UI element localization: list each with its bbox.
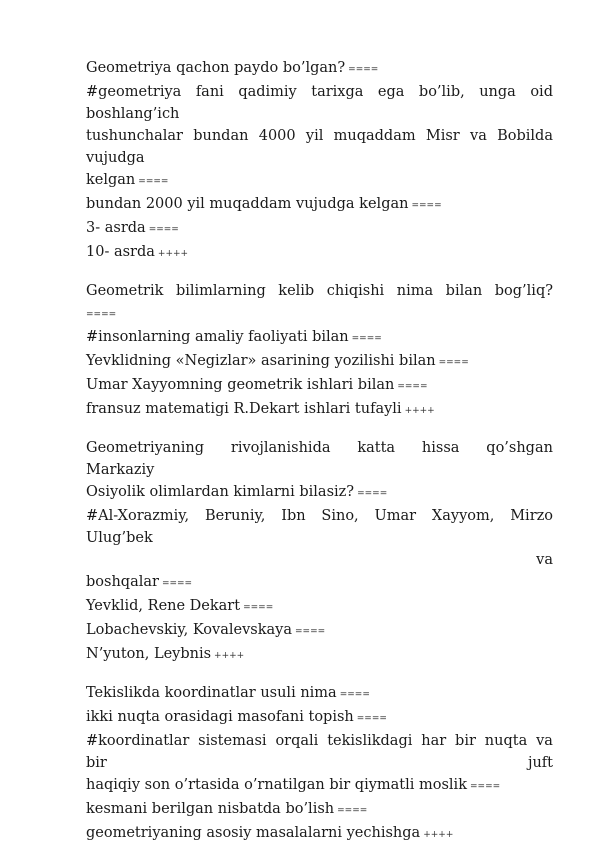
text-line (86, 481, 553, 505)
word: Mirzo (510, 508, 553, 524)
text-line (86, 822, 553, 846)
justified-line (86, 437, 553, 459)
word: bilimlarning (175, 283, 266, 299)
separator-mark: ==== (356, 714, 387, 724)
word: har (421, 733, 447, 749)
separator-mark: ==== (351, 334, 382, 344)
word: va (536, 552, 553, 568)
line-text: Lobachevskiy, Kovalevskaya (86, 622, 292, 638)
line-text: boshqalar (86, 574, 159, 590)
word: Umar (374, 508, 417, 524)
word: tekislikdagi (327, 733, 413, 749)
word: juft (527, 755, 553, 771)
separator-mark: ==== (348, 65, 379, 75)
word: yil (305, 128, 324, 144)
line-text: Osiyolik olimlardan kimlarni bilasiz? (86, 484, 355, 500)
text-line (86, 774, 553, 798)
separator-mark: ==== (86, 310, 117, 320)
text-line (86, 103, 553, 125)
justified-line (86, 505, 553, 527)
separator-mark: ==== (295, 627, 326, 637)
word: bundan (193, 128, 249, 144)
document-page (86, 57, 553, 861)
line-text: Umar Xayyomning geometrik ishlari bilan (86, 377, 395, 393)
text-line (86, 350, 553, 374)
separator-mark: ==== (243, 603, 274, 613)
word: Geometrik (86, 283, 164, 299)
line-text: Markaziy (86, 462, 155, 478)
word: tarixga (311, 84, 364, 100)
justified-line (86, 81, 553, 103)
word: va (536, 733, 553, 749)
line-text: kesmani berilgan nisbatda bo’lish (86, 801, 335, 817)
correct-answer-mark: ++++ (404, 406, 435, 416)
word: bir (86, 755, 107, 771)
line-text: geometriyaning asosiy masalalarni yechishga (86, 825, 421, 841)
text-line (86, 193, 553, 217)
separator-mark: ==== (438, 358, 469, 368)
word: ega (377, 84, 405, 100)
separator-mark: ==== (470, 782, 501, 792)
word: Bobilda (497, 128, 553, 144)
word: va (470, 128, 487, 144)
line-text: Geometriya qachon paydo bo’lgan? (86, 60, 346, 76)
correct-answer-mark: ++++ (214, 651, 245, 661)
separator-mark: ==== (138, 177, 169, 187)
word: #geometriya (86, 84, 182, 100)
line-text: haqiqiy son o’rtasida o’rnatilgan bir qiymatli moslik (86, 777, 467, 793)
line-text: N’yuton, Leybnis (86, 646, 212, 662)
separator-mark: ==== (339, 690, 370, 700)
text-line (86, 302, 553, 326)
text-line (86, 326, 553, 350)
line-text: Yevklid, Rene Dekart (86, 598, 241, 614)
line-text: 10- asrda (86, 244, 155, 260)
text-line (86, 798, 553, 822)
word: bog’liq? (494, 283, 553, 299)
text-line (86, 595, 553, 619)
text-line (86, 217, 553, 241)
text-line (86, 619, 553, 643)
word: rivojlanishida (230, 440, 331, 456)
word: oid (530, 84, 553, 100)
line-text: boshlang’ich (86, 106, 180, 122)
question-block (86, 437, 553, 667)
text-line (86, 643, 553, 667)
text-line (86, 374, 553, 398)
word: Ibn (281, 508, 306, 524)
separator-mark: ==== (411, 201, 442, 211)
line-text: vujudga (86, 150, 145, 166)
word: #Al-Xorazmiy, (86, 508, 190, 524)
word: #koordinatlar (86, 733, 190, 749)
word: Misr (425, 128, 460, 144)
word: bilan (445, 283, 483, 299)
separator-mark: ==== (357, 489, 388, 499)
text-line (86, 571, 553, 595)
word: qo’shgan (486, 440, 553, 456)
text-line (86, 527, 553, 549)
word: kelib (278, 283, 315, 299)
word: nuqta (484, 733, 528, 749)
separator-mark: ==== (337, 806, 368, 816)
word: bo’lib, (418, 84, 465, 100)
word: qadimiy (238, 84, 297, 100)
text-line (86, 241, 553, 265)
text-line (86, 147, 553, 169)
text-line (86, 398, 553, 422)
text-line (86, 706, 553, 730)
text-line (86, 57, 553, 81)
question-block (86, 57, 553, 265)
word: muqaddam (333, 128, 416, 144)
word: Xayyom, (431, 508, 495, 524)
line-text: bundan 2000 yil muqaddam vujudga kelgan (86, 196, 409, 212)
word: Geometriyaning (86, 440, 205, 456)
correct-answer-mark: ++++ (423, 830, 454, 840)
word: nima (396, 283, 434, 299)
text-line (86, 169, 553, 193)
separator-mark: ==== (397, 382, 428, 392)
justified-line (86, 549, 553, 571)
word: unga (479, 84, 516, 100)
line-text: fransuz matematigi R.Dekart ishlari tufayli (86, 401, 402, 417)
word: katta (357, 440, 396, 456)
line-text: #insonlarning amaliy faoliyati bilan (86, 329, 349, 345)
line-text: Ulug’bek (86, 530, 153, 546)
question-block (86, 280, 553, 422)
correct-answer-mark: ++++ (157, 249, 189, 259)
word: orqali (275, 733, 319, 749)
word: sistemasi (198, 733, 267, 749)
question-block (86, 682, 553, 846)
word: chiqishi (326, 283, 385, 299)
text-line (86, 682, 553, 706)
justified-line (86, 280, 553, 302)
justified-line (86, 730, 553, 752)
line-text: kelgan (86, 172, 136, 188)
justified-line (86, 125, 553, 147)
text-line (86, 459, 553, 481)
word: bir (455, 733, 476, 749)
separator-mark: ==== (148, 225, 179, 235)
line-text: 3- asrda (86, 220, 146, 236)
word: hissa (421, 440, 460, 456)
word: 4000 (258, 128, 296, 144)
word: fani (195, 84, 224, 100)
separator-mark: ==== (161, 579, 193, 589)
line-text: Yevklidning «Negizlar» asarining yozilishi bilan (86, 353, 436, 369)
word: tushunchalar (86, 128, 183, 144)
word: Sino, (321, 508, 359, 524)
word: Beruniy, (205, 508, 266, 524)
line-text: Tekislikda koordinatlar usuli nima (86, 685, 337, 701)
justified-line (86, 752, 553, 774)
line-text: ikki nuqta orasidagi masofani topish (86, 709, 354, 725)
